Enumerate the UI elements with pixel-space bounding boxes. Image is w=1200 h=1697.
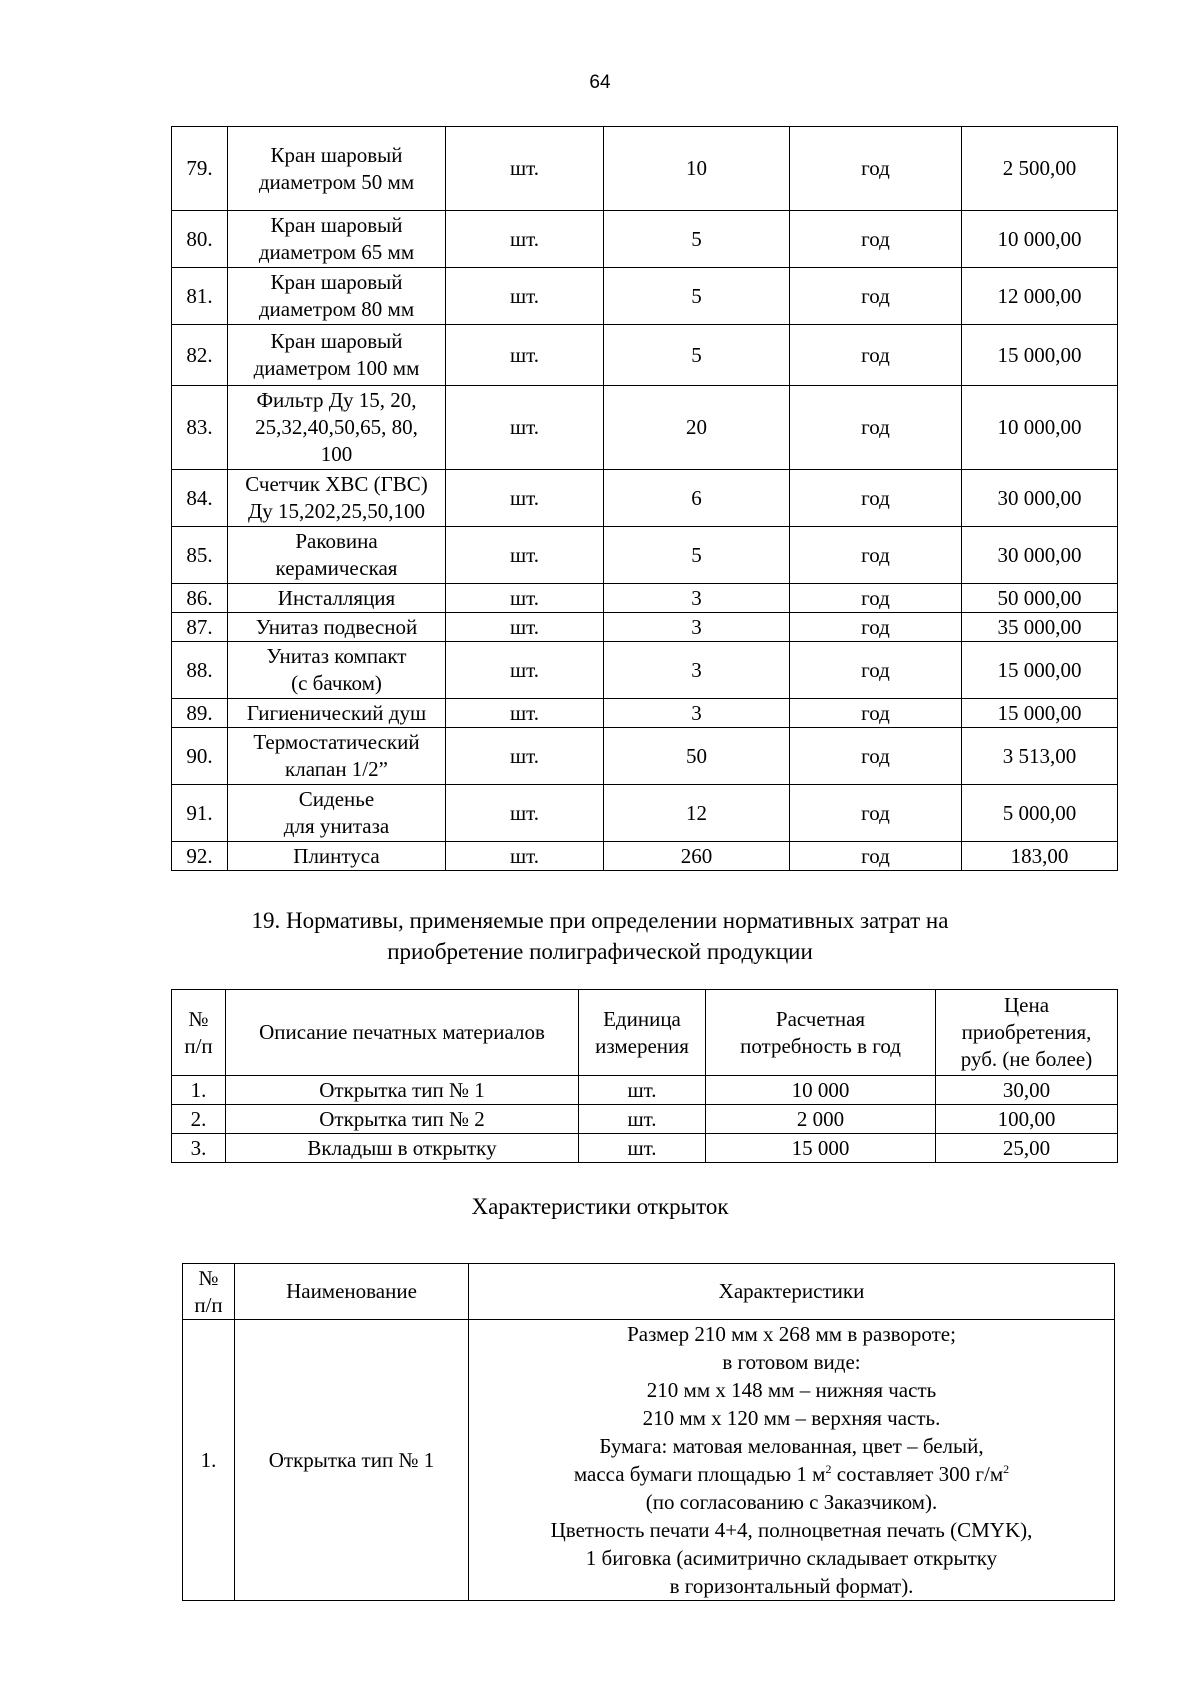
char-row-details: Размер 210 мм х 268 мм в развороте; в готовом виде: 210 мм х 148 мм – нижняя часть 210 мм х 120 мм – верхняя часть. Бумага: матовая мелованная, цвет – белый, масса бумаги площадью 1 $м^2$ составляет 300 $г/м^2$ (по согласованию с Заказчиком). Цветность печати 4+4, полноцветная печать (CMYK), 1 биговка (асимитрично складывает открытку в горизонтальный формат).: [469, 1320, 1115, 1601]
table-row: [172, 842, 1118, 871]
item-price: 30 000,00: [962, 527, 1118, 584]
row-number: 86.: [172, 584, 228, 613]
item-quantity: 3: [604, 584, 790, 613]
row-number: 85.: [172, 527, 228, 584]
material-description: Открытка тип № 2: [226, 1105, 579, 1134]
table-row: [172, 1105, 1118, 1134]
item-period: год: [790, 211, 962, 268]
item-quantity: 5: [604, 527, 790, 584]
material-price: 100,00: [936, 1105, 1118, 1134]
item-name: Кран шаровый диаметром 65 мм: [228, 211, 446, 268]
item-quantity: 6: [604, 470, 790, 527]
item-quantity: 20: [604, 386, 790, 470]
row-number: 2.: [172, 1105, 226, 1134]
item-name: Унитаз подвесной: [228, 613, 446, 642]
row-number: 81.: [172, 268, 228, 325]
item-period: год: [790, 785, 962, 842]
item-price: 10 000,00: [962, 211, 1118, 268]
item-price: 30 000,00: [962, 470, 1118, 527]
annual-need: 10 000: [706, 1076, 936, 1105]
item-name: Сиденье для унитаза: [228, 785, 446, 842]
row-number: 82.: [172, 325, 228, 386]
item-price: 3 513,00: [962, 728, 1118, 785]
table-row: [183, 1320, 1115, 1601]
item-period: год: [790, 842, 962, 871]
item-price: 2 500,00: [962, 127, 1118, 211]
item-unit: шт.: [446, 785, 604, 842]
item-price: 50 000,00: [962, 584, 1118, 613]
row-number: 87.: [172, 613, 228, 642]
characteristics-heading: Характеристики открыток: [471, 1194, 729, 1219]
table-row: [172, 728, 1118, 785]
row-number: 84.: [172, 470, 228, 527]
item-name: Гигиенический душ: [228, 699, 446, 728]
header-price: Цена приобретения, руб. (не более): [936, 990, 1118, 1076]
item-period: год: [790, 127, 962, 211]
item-quantity: 5: [604, 211, 790, 268]
header-unit: Единица измерения: [579, 990, 706, 1076]
material-unit: шт.: [579, 1076, 706, 1105]
item-price: 15 000,00: [962, 325, 1118, 386]
item-unit: шт.: [446, 842, 604, 871]
item-quantity: 12: [604, 785, 790, 842]
item-quantity: 10: [604, 127, 790, 211]
item-period: год: [790, 386, 962, 470]
table-row: [172, 127, 1118, 211]
char-row-num: 1.: [183, 1320, 235, 1601]
header-description: Описание печатных материалов: [226, 990, 579, 1076]
item-quantity: 5: [604, 268, 790, 325]
row-number: 89.: [172, 699, 228, 728]
table-row: [172, 1076, 1118, 1105]
characteristics-table: [182, 1263, 1115, 1601]
char-header-num: № п/п: [183, 1264, 235, 1320]
item-unit: шт.: [446, 527, 604, 584]
row-number: 3.: [172, 1134, 226, 1163]
table-row: [172, 386, 1118, 470]
item-quantity: 50: [604, 728, 790, 785]
item-name: Кран шаровый диаметром 80 мм: [228, 268, 446, 325]
page-number: 64: [589, 72, 611, 93]
item-name: Плинтуса: [228, 842, 446, 871]
table-row: [172, 211, 1118, 268]
table-row: [172, 1134, 1118, 1163]
row-number: 90.: [172, 728, 228, 785]
row-number: 88.: [172, 642, 228, 699]
printing-norms-table: [171, 989, 1118, 1163]
row-number: 91.: [172, 785, 228, 842]
item-name: Раковина керамическая: [228, 527, 446, 584]
item-unit: шт.: [446, 211, 604, 268]
item-quantity: 5: [604, 325, 790, 386]
item-quantity: 3: [604, 699, 790, 728]
item-unit: шт.: [446, 325, 604, 386]
item-name: Инсталляция: [228, 584, 446, 613]
table-row: [172, 325, 1118, 386]
row-number: 79.: [172, 127, 228, 211]
section-19-heading: [0, 905, 1200, 967]
row-number: 80.: [172, 211, 228, 268]
row-number: 92.: [172, 842, 228, 871]
char-header-characteristics: Характеристики: [469, 1264, 1115, 1320]
table-row: [172, 699, 1118, 728]
item-unit: шт.: [446, 470, 604, 527]
item-unit: шт.: [446, 584, 604, 613]
item-period: год: [790, 527, 962, 584]
item-name: Фильтр Ду 15, 20, 25,32,40,50,65, 80, 100: [228, 386, 446, 470]
item-price: 12 000,00: [962, 268, 1118, 325]
item-period: год: [790, 642, 962, 699]
item-unit: шт.: [446, 386, 604, 470]
item-unit: шт.: [446, 613, 604, 642]
item-unit: шт.: [446, 699, 604, 728]
header-annual-need: Расчетная потребность в год: [706, 990, 936, 1076]
item-unit: шт.: [446, 268, 604, 325]
item-price: 10 000,00: [962, 386, 1118, 470]
item-period: год: [790, 325, 962, 386]
table-row: [172, 584, 1118, 613]
item-period: год: [790, 613, 962, 642]
material-price: 25,00: [936, 1134, 1118, 1163]
annual-need: 2 000: [706, 1105, 936, 1134]
equipment-table: [171, 126, 1118, 871]
item-period: год: [790, 470, 962, 527]
char-row-name: Открытка тип № 1: [235, 1320, 469, 1601]
table-row: [172, 470, 1118, 527]
item-quantity: 3: [604, 613, 790, 642]
material-description: Вкладыш в открытку: [226, 1134, 579, 1163]
material-unit: шт.: [579, 1134, 706, 1163]
item-name: Кран шаровый диаметром 50 мм: [228, 127, 446, 211]
header-num: № п/п: [172, 990, 226, 1076]
char-header-name: Наименование: [235, 1264, 469, 1320]
item-name: Кран шаровый диаметром 100 мм: [228, 325, 446, 386]
item-unit: шт.: [446, 728, 604, 785]
item-period: год: [790, 699, 962, 728]
item-price: 5 000,00: [962, 785, 1118, 842]
item-period: год: [790, 728, 962, 785]
item-name: Термостатический клапан 1/2”: [228, 728, 446, 785]
table-row: [172, 527, 1118, 584]
item-quantity: 260: [604, 842, 790, 871]
material-description: Открытка тип № 1: [226, 1076, 579, 1105]
material-price: 30,00: [936, 1076, 1118, 1105]
table-row: [172, 613, 1118, 642]
table-row: [172, 268, 1118, 325]
item-unit: шт.: [446, 642, 604, 699]
item-price: 15 000,00: [962, 642, 1118, 699]
item-price: 15 000,00: [962, 699, 1118, 728]
item-price: 183,00: [962, 842, 1118, 871]
annual-need: 15 000: [706, 1134, 936, 1163]
item-unit: шт.: [446, 127, 604, 211]
item-name: Унитаз компакт (с бачком): [228, 642, 446, 699]
section-19-title-line-2: приобретение полиграфической продукции: [387, 939, 813, 964]
item-period: год: [790, 584, 962, 613]
material-unit: шт.: [579, 1105, 706, 1134]
row-number: 1.: [172, 1076, 226, 1105]
table-row: [172, 785, 1118, 842]
item-price: 35 000,00: [962, 613, 1118, 642]
table-row: [172, 642, 1118, 699]
item-name: Счетчик ХВС (ГВС) Ду 15,202,25,50,100: [228, 470, 446, 527]
item-period: год: [790, 268, 962, 325]
row-number: 83.: [172, 386, 228, 470]
item-quantity: 3: [604, 642, 790, 699]
section-19-title-line-1: 19. Нормативы, применяемые при определении нормативных затрат на: [251, 908, 949, 933]
